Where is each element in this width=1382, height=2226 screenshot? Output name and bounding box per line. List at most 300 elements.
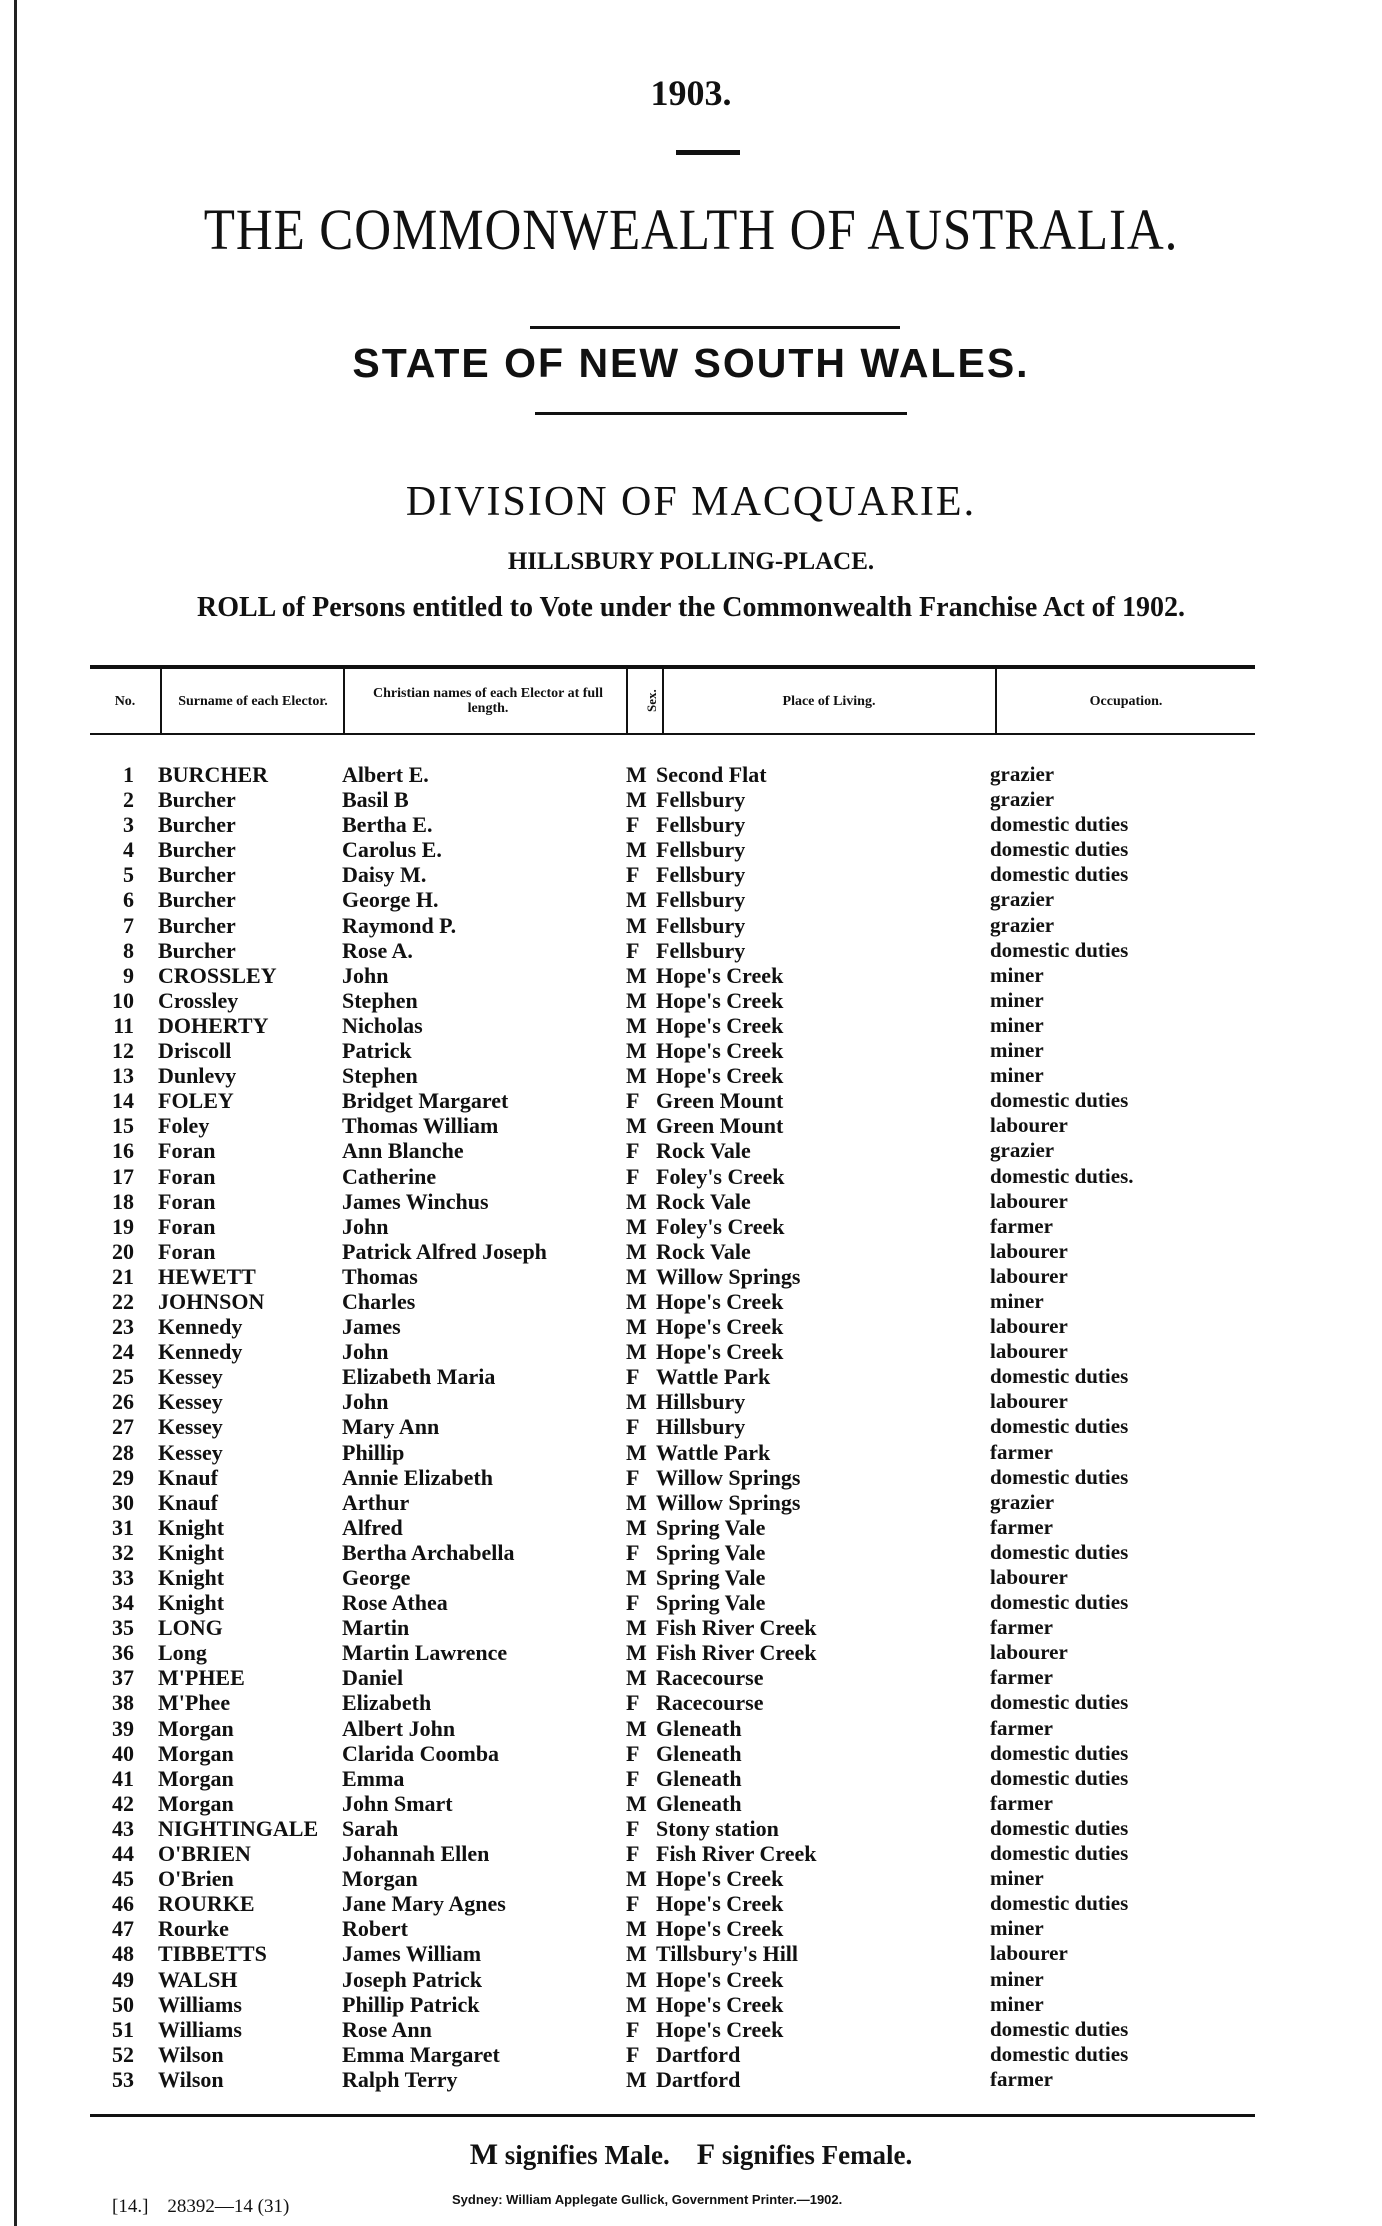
elector-sex: M <box>626 1238 647 1264</box>
elector-christian-names: Elizabeth Maria <box>342 1364 496 1390</box>
elector-occupation: miner <box>990 1966 1044 1991</box>
elector-surname: Knight <box>158 1539 225 1565</box>
elector-surname: Rourke <box>158 1916 229 1942</box>
elector-sex: F <box>626 1088 640 1114</box>
elector-surname: Kennedy <box>158 1339 243 1365</box>
elector-place-of-living: Hope's Creek <box>656 1063 784 1089</box>
elector-place-of-living: Fish River Creek <box>656 1615 817 1641</box>
elector-sex: M <box>626 1314 647 1340</box>
elector-surname: Morgan <box>158 1765 234 1791</box>
elector-christian-names: Johannah Ellen <box>342 1841 490 1867</box>
elector-surname: FOLEY <box>158 1088 234 1114</box>
table-row <box>0 1465 1382 1490</box>
elector-occupation: grazier <box>990 762 1055 786</box>
elector-sex: M <box>626 1113 647 1139</box>
elector-sex: M <box>626 1715 647 1741</box>
elector-place-of-living: Hope's Creek <box>656 1966 784 1992</box>
elector-place-of-living: Hope's Creek <box>656 987 784 1013</box>
elector-place-of-living: Gleneath <box>656 1715 742 1741</box>
elector-number: 11 <box>113 1012 134 1038</box>
elector-occupation: domestic duties <box>990 1841 1129 1866</box>
elector-place-of-living: Dartford <box>656 2041 741 2067</box>
table-row <box>0 2067 1382 2092</box>
table-row <box>0 1565 1382 1590</box>
elector-number: 24 <box>112 1339 134 1365</box>
elector-place-of-living: Hope's Creek <box>656 1288 784 1314</box>
elector-christian-names: Patrick <box>342 1038 412 1064</box>
elector-christian-names: Mary Ann <box>342 1414 440 1440</box>
elector-christian-names: Annie Elizabeth <box>342 1464 493 1490</box>
elector-christian-names: Albert John <box>342 1715 456 1741</box>
elector-surname: WALSH <box>158 1966 238 1992</box>
header-no: No. <box>114 693 136 709</box>
elector-place-of-living: Hope's Creek <box>656 1339 784 1365</box>
elector-number: 32 <box>112 1539 134 1565</box>
elector-occupation: domestic duties <box>990 1414 1129 1439</box>
legend-female-letter: F <box>696 2138 716 2171</box>
elector-christian-names: Elizabeth <box>342 1690 432 1716</box>
elector-place-of-living: Racecourse <box>656 1665 764 1691</box>
elector-occupation: domestic duties <box>990 1364 1129 1389</box>
elector-surname: Morgan <box>158 1715 234 1741</box>
elector-occupation: miner <box>990 962 1044 987</box>
elector-occupation: miner <box>990 1916 1044 1941</box>
elector-number: 7 <box>123 912 134 938</box>
elector-christian-names: Rose Ann <box>342 2016 432 2042</box>
elector-number: 47 <box>112 1916 134 1942</box>
elector-number: 37 <box>112 1665 134 1691</box>
elector-sex: M <box>626 1514 647 1540</box>
table-bottom-rule <box>90 2114 1255 2117</box>
roll-title: ROLL of Persons entitled to Vote under the Commonwealth Franchise Act of 1902. <box>197 592 1185 623</box>
table-row <box>0 963 1382 988</box>
elector-number: 4 <box>123 837 134 863</box>
elector-sex: M <box>626 1063 647 1089</box>
column-divider <box>626 669 628 733</box>
elector-occupation: domestic duties <box>990 1088 1129 1113</box>
elector-number: 9 <box>123 962 134 988</box>
elector-occupation: grazier <box>990 912 1055 937</box>
header-sex: Sex. <box>644 689 659 713</box>
elector-christian-names: Catherine <box>342 1163 437 1189</box>
elector-number: 41 <box>112 1765 134 1791</box>
elector-surname: TIBBETTS <box>158 1941 267 1967</box>
elector-occupation: farmer <box>990 1439 1053 1464</box>
elector-sex: M <box>626 1339 647 1365</box>
elector-surname: Driscoll <box>158 1038 232 1064</box>
elector-number: 42 <box>112 1790 134 1816</box>
table-row <box>0 1967 1382 1992</box>
elector-sex: M <box>626 912 647 938</box>
state-divider <box>535 412 907 415</box>
elector-occupation: grazier <box>990 1138 1055 1163</box>
column-divider <box>343 669 345 733</box>
elector-christian-names: Rose Athea <box>342 1590 448 1616</box>
elector-surname: Williams <box>158 2016 242 2042</box>
elector-occupation: domestic duties <box>990 1690 1129 1715</box>
elector-occupation: domestic duties <box>990 2016 1129 2041</box>
table-row <box>0 1339 1382 1364</box>
table-row <box>0 1490 1382 1515</box>
elector-christian-names: Charles <box>342 1288 416 1314</box>
elector-number: 18 <box>112 1188 134 1214</box>
elector-sex: M <box>626 1389 647 1415</box>
elector-christian-names: James <box>342 1314 401 1340</box>
elector-surname: M'Phee <box>158 1690 231 1716</box>
elector-place-of-living: Gleneath <box>656 1765 742 1791</box>
elector-number: 34 <box>112 1590 134 1616</box>
table-row <box>0 1916 1382 1941</box>
elector-place-of-living: Fellsbury <box>656 787 746 813</box>
state-heading: STATE OF NEW SOUTH WALES. <box>352 340 1030 386</box>
elector-number: 29 <box>112 1464 134 1490</box>
elector-place-of-living: Tillsbury's Hill <box>656 1941 799 1967</box>
elector-sex: M <box>626 2066 647 2092</box>
elector-sex: M <box>626 1991 647 2017</box>
elector-sex: M <box>626 1966 647 1992</box>
elector-christian-names: Bertha Archabella <box>342 1539 515 1565</box>
elector-occupation: domestic duties <box>990 1815 1129 1840</box>
elector-christian-names: Robert <box>342 1916 408 1942</box>
elector-sex: M <box>626 1665 647 1691</box>
elector-number: 27 <box>112 1414 134 1440</box>
elector-sex: M <box>626 1640 647 1666</box>
elector-sex: F <box>626 1464 640 1490</box>
table-row <box>0 1214 1382 1239</box>
elector-sex: M <box>626 837 647 863</box>
elector-surname: Long <box>158 1640 207 1666</box>
elector-occupation: miner <box>990 987 1044 1012</box>
table-row <box>0 913 1382 938</box>
elector-occupation: labourer <box>990 1314 1068 1339</box>
elector-occupation: farmer <box>990 1665 1053 1690</box>
elector-occupation: grazier <box>990 1489 1055 1514</box>
elector-place-of-living: Fellsbury <box>656 887 746 913</box>
elector-sex: M <box>626 1916 647 1942</box>
elector-christian-names: Martin <box>342 1615 410 1641</box>
elector-occupation: miner <box>990 1063 1044 1088</box>
elector-sex: M <box>626 1439 647 1465</box>
elector-place-of-living: Hope's Creek <box>656 2016 784 2042</box>
elector-number: 52 <box>112 2041 134 2067</box>
elector-occupation: grazier <box>990 887 1055 912</box>
elector-sex: F <box>626 1414 640 1440</box>
elector-christian-names: Emma <box>342 1765 405 1791</box>
elector-surname: Williams <box>158 1991 242 2017</box>
elector-place-of-living: Fellsbury <box>656 812 746 838</box>
elector-surname: Kennedy <box>158 1314 243 1340</box>
elector-christian-names: John Smart <box>342 1790 453 1816</box>
elector-christian-names: Thomas William <box>342 1113 499 1139</box>
elector-sex: M <box>626 787 647 813</box>
elector-surname: Wilson <box>158 2041 224 2067</box>
elector-place-of-living: Hope's Creek <box>656 1038 784 1064</box>
elector-sex: F <box>626 1740 640 1766</box>
elector-surname: Knight <box>158 1565 225 1590</box>
elector-sex: F <box>626 812 640 838</box>
elector-number: 15 <box>112 1113 134 1139</box>
table-row <box>0 1992 1382 2017</box>
table-row <box>0 837 1382 862</box>
elector-place-of-living: Hope's Creek <box>656 1891 784 1917</box>
elector-surname: Kessey <box>158 1414 223 1440</box>
table-row <box>0 1314 1382 1339</box>
elector-number: 43 <box>112 1815 134 1841</box>
elector-occupation: labourer <box>990 1238 1068 1263</box>
elector-occupation: domestic duties <box>990 1891 1129 1916</box>
elector-occupation: labourer <box>990 1263 1068 1288</box>
table-row <box>0 1690 1382 1715</box>
table-row <box>0 1615 1382 1640</box>
elector-surname: ROURKE <box>158 1891 255 1917</box>
elector-christian-names: Bridget Margaret <box>342 1088 509 1114</box>
elector-number: 2 <box>123 787 134 813</box>
elector-place-of-living: Willow Springs <box>656 1263 801 1289</box>
elector-surname: Knight <box>158 1590 225 1616</box>
elector-number: 13 <box>112 1063 134 1089</box>
elector-place-of-living: Stony station <box>656 1815 779 1841</box>
elector-place-of-living: Willow Springs <box>656 1489 801 1515</box>
elector-occupation: domestic duties <box>990 1765 1129 1790</box>
elector-sex: F <box>626 1364 640 1390</box>
elector-occupation: labourer <box>990 1188 1068 1213</box>
elector-place-of-living: Foley's Creek <box>656 1213 785 1239</box>
elector-sex: F <box>626 1539 640 1565</box>
elector-place-of-living: Rock Vale <box>656 1238 751 1264</box>
elector-surname: Foley <box>158 1113 210 1139</box>
header-occupation: Occupation. <box>1089 693 1163 709</box>
elector-occupation: domestic duties <box>990 937 1129 962</box>
table-row <box>0 1414 1382 1439</box>
elector-place-of-living: Hillsbury <box>656 1389 746 1415</box>
elector-surname: JOHNSON <box>158 1288 265 1314</box>
elector-sex: M <box>626 1615 647 1641</box>
elector-place-of-living: Rock Vale <box>656 1188 751 1214</box>
elector-place-of-living: Gleneath <box>656 1790 742 1816</box>
elector-surname: Kessey <box>158 1439 223 1465</box>
elector-christian-names: Alfred <box>342 1514 403 1540</box>
elector-christian-names: Ralph Terry <box>342 2066 458 2092</box>
table-row <box>0 762 1382 787</box>
elector-place-of-living: Green Mount <box>656 1113 784 1139</box>
table-row <box>0 1239 1382 1264</box>
elector-number: 49 <box>112 1966 134 1992</box>
table-row <box>0 1866 1382 1891</box>
elector-place-of-living: Hillsbury <box>656 1414 746 1440</box>
elector-number: 14 <box>112 1088 134 1114</box>
elector-occupation: farmer <box>990 1213 1053 1238</box>
elector-number: 28 <box>112 1439 134 1465</box>
elector-surname: Kessey <box>158 1364 223 1390</box>
elector-place-of-living: Spring Vale <box>656 1539 766 1565</box>
elector-sex: M <box>626 1012 647 1038</box>
table-row <box>0 1665 1382 1690</box>
elector-place-of-living: Fellsbury <box>656 912 746 938</box>
elector-occupation: labourer <box>990 1113 1068 1138</box>
elector-christian-names: Clarida Coomba <box>342 1740 500 1766</box>
elector-number: 46 <box>112 1891 134 1917</box>
table-row <box>0 1590 1382 1615</box>
elector-place-of-living: Green Mount <box>656 1088 784 1114</box>
elector-sex: F <box>626 1163 640 1189</box>
legend-female-text: signifies Female. <box>721 2140 913 2170</box>
elector-christian-names: Rose A. <box>342 937 413 963</box>
elector-occupation: domestic duties <box>990 812 1129 837</box>
elector-occupation: labourer <box>990 1565 1068 1589</box>
elector-christian-names: Martin Lawrence <box>342 1640 508 1666</box>
elector-number: 45 <box>112 1866 134 1892</box>
elector-sex: M <box>626 962 647 988</box>
elector-christian-names: John <box>342 962 389 988</box>
table-row <box>0 1540 1382 1565</box>
table-row <box>0 862 1382 887</box>
elector-christian-names: Ann Blanche <box>342 1138 464 1164</box>
elector-sex: M <box>626 762 647 787</box>
elector-number: 8 <box>123 937 134 963</box>
elector-christian-names: Sarah <box>342 1815 399 1841</box>
elector-number: 44 <box>112 1841 134 1867</box>
elector-place-of-living: Hope's Creek <box>656 1314 784 1340</box>
elector-occupation: domestic duties <box>990 1740 1129 1765</box>
elector-surname: Wilson <box>158 2066 224 2092</box>
table-row <box>0 1766 1382 1791</box>
legend-male-text: signifies Male. <box>504 2140 670 2170</box>
elector-number: 35 <box>112 1615 134 1641</box>
table-row <box>0 1189 1382 1214</box>
elector-sex: M <box>626 1263 647 1289</box>
elector-number: 16 <box>112 1138 134 1164</box>
elector-sex: F <box>626 1590 640 1616</box>
elector-place-of-living: Hope's Creek <box>656 1916 784 1942</box>
elector-place-of-living: Spring Vale <box>656 1590 766 1616</box>
elector-christian-names: Arthur <box>342 1489 410 1515</box>
elector-number: 50 <box>112 1991 134 2017</box>
elector-occupation: labourer <box>990 1640 1068 1665</box>
elector-christian-names: Daniel <box>342 1665 404 1691</box>
division-heading: DIVISION OF MACQUARIE. <box>405 479 977 525</box>
year-heading: 1903. <box>650 73 732 113</box>
elector-number: 36 <box>112 1640 134 1666</box>
table-row <box>0 812 1382 837</box>
elector-occupation: farmer <box>990 1514 1053 1539</box>
elector-number: 48 <box>112 1941 134 1967</box>
elector-place-of-living: Fellsbury <box>656 862 746 888</box>
printer-imprint: Sydney: William Applegate Gullick, Government Printer.—1902. <box>452 2192 843 2207</box>
elector-sex: F <box>626 1815 640 1841</box>
elector-occupation: farmer <box>990 1715 1053 1740</box>
year-dash-divider <box>676 150 740 155</box>
elector-christian-names: James William <box>342 1941 482 1967</box>
table-row <box>0 1791 1382 1816</box>
elector-christian-names: Morgan <box>342 1866 418 1892</box>
elector-occupation: miner <box>990 1991 1044 2016</box>
elector-surname: Crossley <box>158 987 239 1013</box>
elector-surname: Foran <box>158 1213 216 1239</box>
elector-christian-names: Stephen <box>342 987 418 1013</box>
elector-sex: F <box>626 862 640 888</box>
table-row <box>0 1138 1382 1163</box>
table-row <box>0 1741 1382 1766</box>
elector-occupation: miner <box>990 1038 1044 1063</box>
elector-sex: M <box>626 1288 647 1314</box>
table-row <box>0 1941 1382 1966</box>
elector-place-of-living: Willow Springs <box>656 1464 801 1490</box>
elector-occupation: labourer <box>990 1941 1068 1966</box>
header-surname: Surname of each Elector. <box>178 693 328 709</box>
elector-occupation: grazier <box>990 787 1055 812</box>
header-place-of-living: Place of Living. <box>782 693 876 709</box>
elector-number: 26 <box>112 1389 134 1415</box>
table-row <box>0 938 1382 963</box>
table-row <box>0 2042 1382 2067</box>
elector-sex: M <box>626 1565 647 1590</box>
elector-christian-names: George H. <box>342 887 439 913</box>
elector-number: 39 <box>112 1715 134 1741</box>
elector-surname: Dunlevy <box>158 1063 237 1089</box>
elector-surname: Foran <box>158 1238 216 1264</box>
elector-occupation: domestic duties <box>990 862 1129 887</box>
elector-occupation: domestic duties. <box>990 1163 1134 1188</box>
table-row <box>0 1891 1382 1916</box>
elector-number: 17 <box>112 1163 134 1189</box>
table-row <box>0 1013 1382 1038</box>
elector-sex: F <box>626 937 640 963</box>
table-row <box>0 1088 1382 1113</box>
elector-surname: Burcher <box>158 912 236 938</box>
elector-christian-names: Stephen <box>342 1063 418 1089</box>
elector-christian-names: Bertha E. <box>342 812 433 838</box>
elector-place-of-living: Hope's Creek <box>656 1012 784 1038</box>
elector-surname: Foran <box>158 1188 216 1214</box>
elector-sex: M <box>626 887 647 913</box>
elector-christian-names: Phillip <box>342 1439 405 1465</box>
elector-surname: M'PHEE <box>158 1665 245 1691</box>
elector-number: 10 <box>112 987 134 1013</box>
elector-christian-names: John <box>342 1389 389 1415</box>
elector-surname: Burcher <box>158 887 236 913</box>
elector-christian-names: James Winchus <box>342 1188 489 1214</box>
title-divider <box>530 326 900 329</box>
elector-place-of-living: Hope's Creek <box>656 1866 784 1892</box>
elector-place-of-living: Fish River Creek <box>656 1841 817 1867</box>
elector-number: 31 <box>112 1514 134 1540</box>
elector-surname: Knight <box>158 1514 225 1540</box>
elector-sex: M <box>626 1866 647 1892</box>
elector-occupation: farmer <box>990 2066 1053 2091</box>
elector-sex: M <box>626 1790 647 1816</box>
elector-christian-names: Joseph Patrick <box>342 1966 482 1992</box>
elector-christian-names: John <box>342 1213 389 1239</box>
elector-surname: O'BRIEN <box>158 1841 251 1867</box>
elector-surname: Burcher <box>158 937 236 963</box>
elector-place-of-living: Rock Vale <box>656 1138 751 1164</box>
table-row <box>0 1264 1382 1289</box>
elector-occupation: domestic duties <box>990 1464 1129 1489</box>
header-christian-names: Christian names of each Elector at full length. <box>373 686 603 716</box>
table-row <box>0 1841 1382 1866</box>
elector-number: 1 <box>123 762 134 787</box>
elector-number: 25 <box>112 1364 134 1390</box>
elector-number: 20 <box>112 1238 134 1264</box>
elector-number: 21 <box>112 1263 134 1289</box>
table-row <box>0 1038 1382 1063</box>
table-row <box>0 1716 1382 1741</box>
elector-sex: F <box>626 1690 640 1716</box>
elector-surname: Burcher <box>158 862 236 888</box>
elector-place-of-living: Spring Vale <box>656 1565 766 1590</box>
elector-christian-names: Carolus E. <box>342 837 442 863</box>
elector-sex: F <box>626 1138 640 1164</box>
